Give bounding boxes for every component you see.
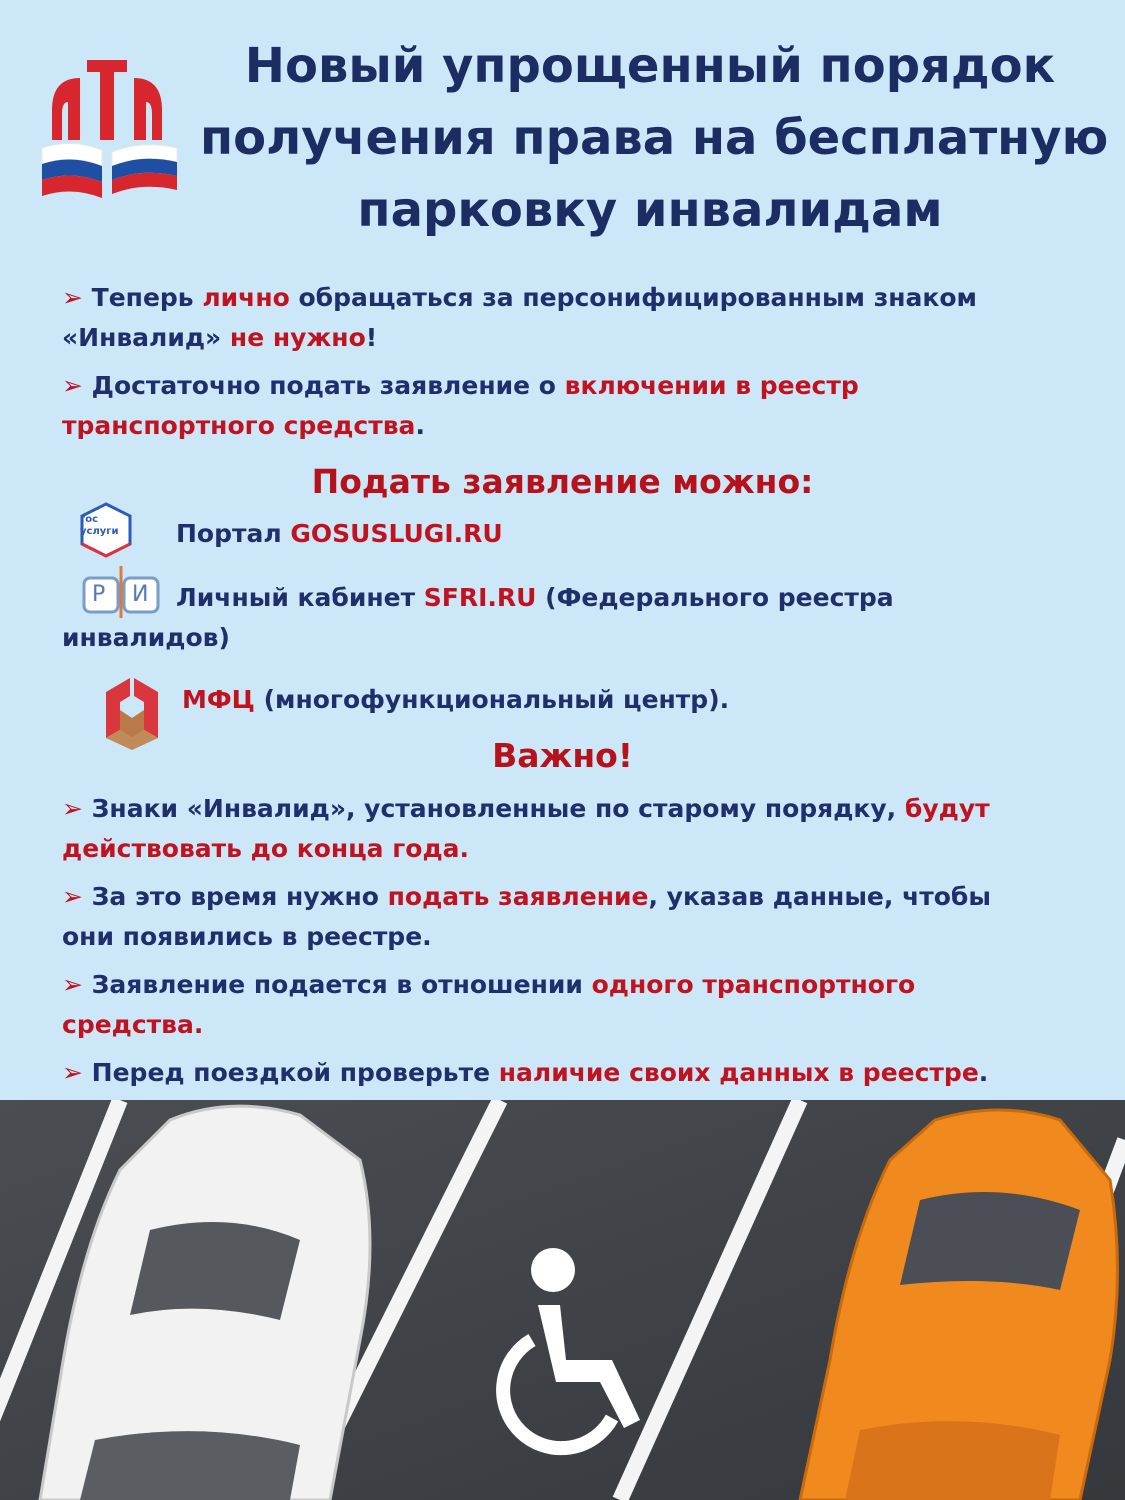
bullet-arrow-icon: ➢ [62,1058,83,1087]
channel-sfri-line-2: инвалидов) [62,623,230,652]
important-item-3: ➢ Заявление подается в отношении одного транспортного средства. [62,970,916,1039]
title-line-3: парковку инвалидам [357,182,943,238]
parking-photo [0,1100,1125,1500]
channel-gosuslugi: Портал GOSUSLUGI.RU [176,519,503,548]
bullet-arrow-icon: ➢ [62,970,83,999]
apply-heading: Подать заявление можно: [311,462,814,501]
important-item-1: ➢ Знаки «Инвалид», установленные по старому порядку, будут действовать до конца года. [62,794,990,863]
important-heading: Важно! [492,736,633,775]
channel-sfri: Личный кабинет SFRI.RU (Федерального реестра [176,583,894,612]
page-title [200,30,1109,246]
sfri-link[interactable]: SFRI.RU [423,583,537,612]
sfri-icon: Р И [82,566,160,618]
gosuslugi-link[interactable]: GOSUSLUGI.RU [290,519,503,548]
gosuslugi-icon: гос услуги [76,500,136,560]
title-line-2: получения права на бесплатную [200,110,1109,166]
important-item-4: ➢ Перед поездкой проверьте наличие своих данных в реестре. [62,1058,989,1087]
bullet-arrow-icon: ➢ [62,371,83,400]
bullet-arrow-icon: ➢ [62,283,83,312]
mfc-link[interactable]: МФЦ [182,685,255,714]
intro-item-2: ➢ Достаточно подать заявление о включении в реестр транспортного средства. [62,371,859,440]
channel-mfc: МФЦ (многофункциональный центр). [182,685,730,714]
bullet-arrow-icon: ➢ [62,794,83,823]
title-line-1: Новый упрощенный порядок [244,38,1056,94]
important-item-2: ➢ За это время нужно подать заявление, указав данные, чтобы они появились в реестре. [62,882,991,951]
bullet-arrow-icon: ➢ [62,882,83,911]
intro-item-1: ➢ Теперь лично обращаться за персонифицированным знаком «Инвалид» не нужно! [62,283,977,352]
pfr-logo-icon [32,40,182,200]
